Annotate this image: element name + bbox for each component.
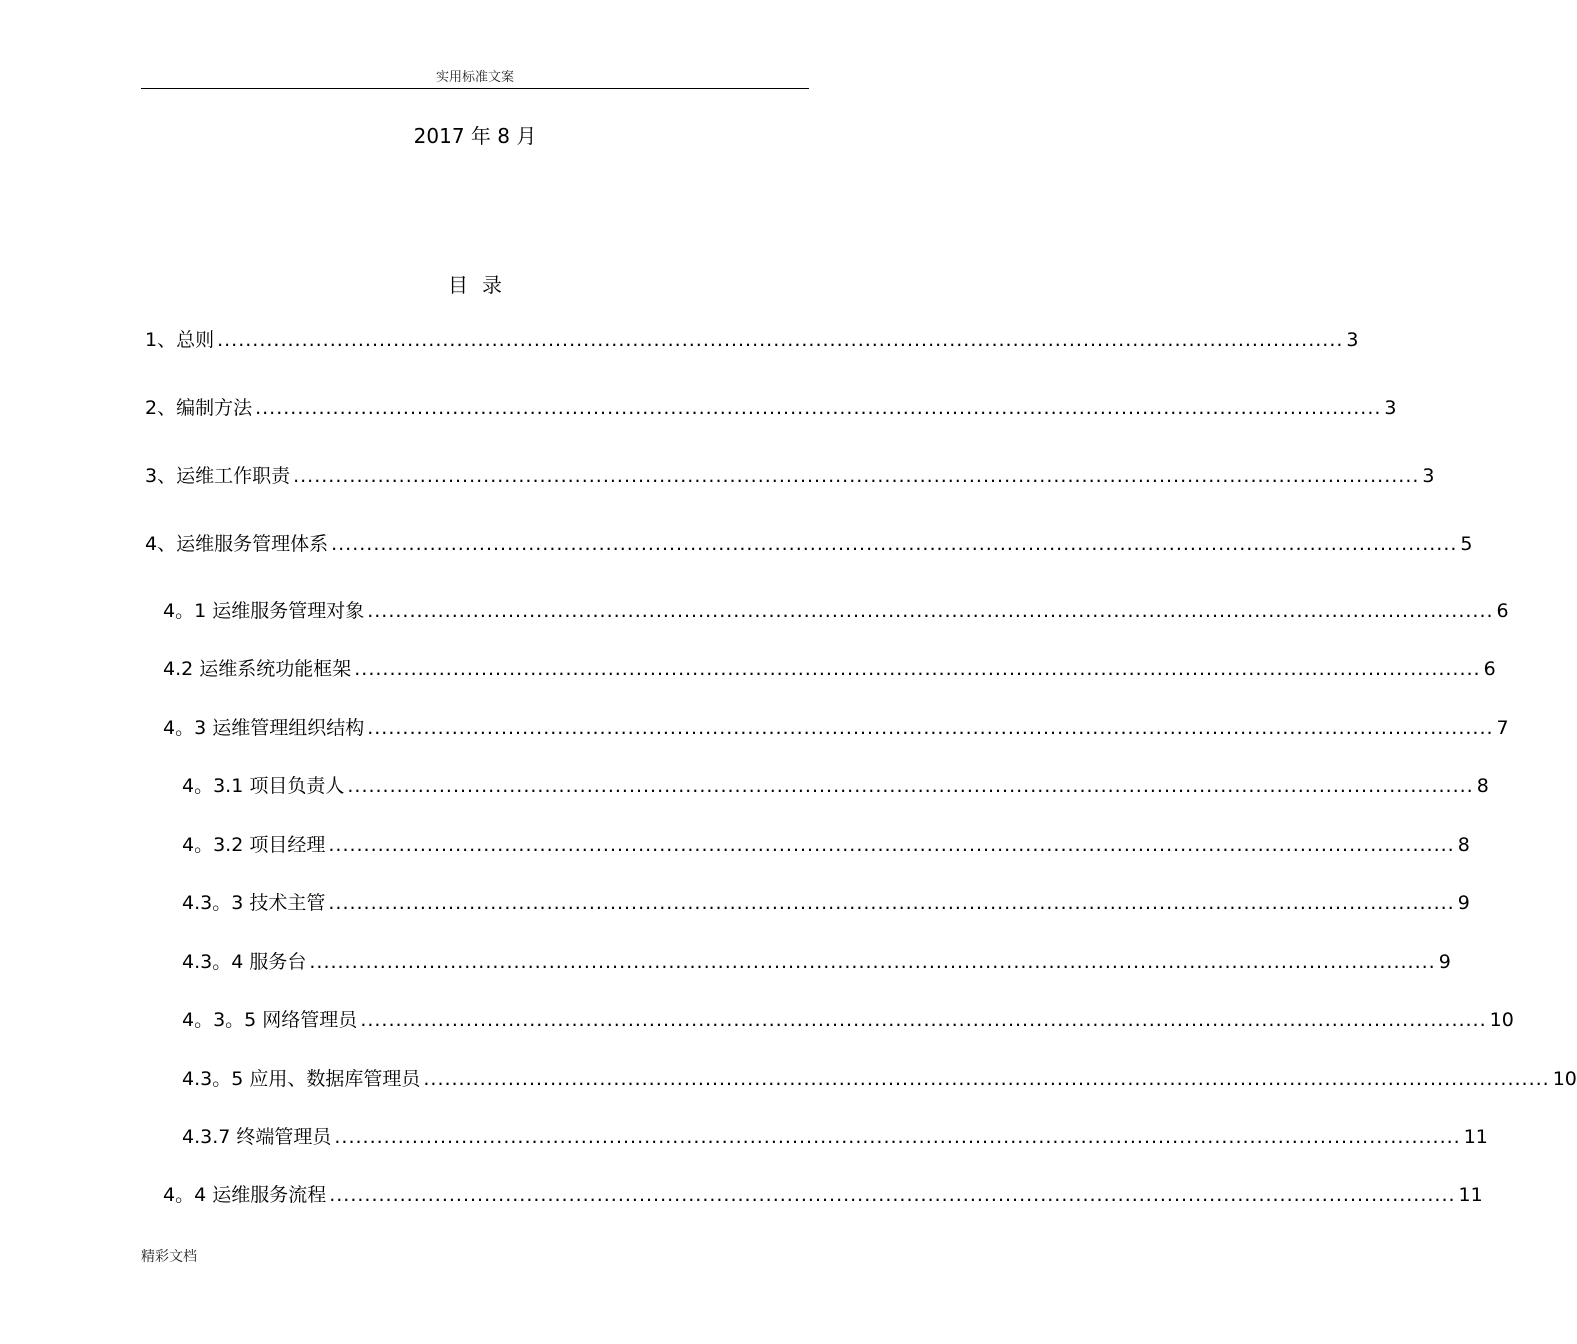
- toc-entry-label: 4.3。3 技术主管: [182, 892, 326, 914]
- toc-entry-4-3-5a[interactable]: [182, 1007, 1514, 1033]
- toc-entry-page: 7: [1496, 717, 1509, 739]
- page-footer: 精彩文档: [141, 1249, 197, 1265]
- toc-entry-4-2[interactable]: [163, 656, 1496, 682]
- toc-entry-label: 4。3。5 网络管理员: [182, 1009, 358, 1031]
- toc-entry-page: 3: [1384, 397, 1397, 419]
- toc-dot-leader: ................................................................................................................................................................: [347, 775, 1474, 797]
- toc-entry-label: 3、运维工作职责: [145, 465, 291, 487]
- toc-entry-4-3-5b[interactable]: [182, 1066, 1577, 1092]
- toc-entry-page: 11: [1458, 1184, 1483, 1206]
- toc-entry-page: 9: [1438, 951, 1451, 973]
- toc-entry-4-3-2[interactable]: [182, 832, 1470, 858]
- toc-entry-4[interactable]: [145, 531, 1473, 557]
- toc-dot-leader: ................................................................................................................................................................: [217, 329, 1344, 351]
- toc-entry-page: 8: [1476, 775, 1489, 797]
- toc-entry-page: 6: [1483, 658, 1496, 680]
- toc-entry-page: 10: [1489, 1009, 1514, 1031]
- date-line: 2017 年 8 月: [413, 124, 537, 148]
- header-rule: [141, 88, 809, 89]
- toc-entry-page: 9: [1457, 892, 1470, 914]
- toc-dot-leader: ................................................................................................................................................................: [354, 658, 1481, 680]
- toc-dot-leader: ................................................................................................................................................................: [360, 1009, 1487, 1031]
- toc-entry-label: 4.3.7 终端管理员: [182, 1126, 332, 1148]
- toc-entry-label: 4.2 运维系统功能框架: [163, 658, 352, 680]
- toc-entry-page: 3: [1422, 465, 1435, 487]
- toc-entry-3[interactable]: [145, 463, 1435, 489]
- toc-entry-label: 4。4 运维服务流程: [163, 1184, 327, 1206]
- toc-entry-4-3-7[interactable]: [182, 1124, 1488, 1150]
- toc-entry-1[interactable]: [145, 327, 1359, 353]
- toc-entry-4-3-4[interactable]: [182, 949, 1451, 975]
- toc-entry-label: 2、编制方法: [145, 397, 253, 419]
- header-text: 实用标准文案: [435, 70, 514, 85]
- toc-entry-label: 4.3。5 应用、数据库管理员: [182, 1068, 421, 1090]
- toc-entry-label: 4。3.1 项目负责人: [182, 775, 345, 797]
- toc-entry-label: 4。3 运维管理组织结构: [163, 717, 365, 739]
- toc-entry-4-3-1[interactable]: [182, 773, 1489, 799]
- toc-dot-leader: ................................................................................................................................................................: [367, 600, 1494, 622]
- toc-dot-leader: ................................................................................................................................................................: [329, 1184, 1456, 1206]
- toc-dot-leader: ................................................................................................................................................................: [334, 1126, 1461, 1148]
- toc-entry-2[interactable]: [145, 395, 1397, 421]
- toc-dot-leader: ................................................................................................................................................................: [309, 951, 1436, 973]
- toc-entry-page: 10: [1552, 1068, 1577, 1090]
- toc-entry-4-4[interactable]: [163, 1182, 1483, 1208]
- toc-dot-leader: ................................................................................................................................................................: [293, 465, 1420, 487]
- toc-entry-label: 1、总则: [145, 329, 215, 351]
- toc-entry-4-3-3[interactable]: [182, 890, 1470, 916]
- toc-entry-page: 5: [1460, 533, 1473, 555]
- toc-dot-leader: ................................................................................................................................................................: [328, 892, 1455, 914]
- toc-dot-leader: ................................................................................................................................................................: [255, 397, 1382, 419]
- toc-dot-leader: ................................................................................................................................................................: [367, 717, 1494, 739]
- toc-entry-label: 4。1 运维服务管理对象: [163, 600, 365, 622]
- toc-dot-leader: ................................................................................................................................................................: [423, 1068, 1550, 1090]
- toc-entry-page: 3: [1346, 329, 1359, 351]
- toc-entry-page: 11: [1463, 1126, 1488, 1148]
- toc-entry-4-1[interactable]: [163, 598, 1509, 624]
- toc-entry-label: 4、运维服务管理体系: [145, 533, 329, 555]
- toc-entry-page: 6: [1496, 600, 1509, 622]
- toc-title: 目录: [448, 273, 516, 297]
- toc-entry-page: 8: [1457, 834, 1470, 856]
- toc-entry-label: 4。3.2 项目经理: [182, 834, 326, 856]
- toc-dot-leader: ................................................................................................................................................................: [328, 834, 1455, 856]
- toc-entry-label: 4.3。4 服务台: [182, 951, 307, 973]
- toc-entry-4-3[interactable]: [163, 715, 1509, 741]
- toc-dot-leader: ................................................................................................................................................................: [331, 533, 1458, 555]
